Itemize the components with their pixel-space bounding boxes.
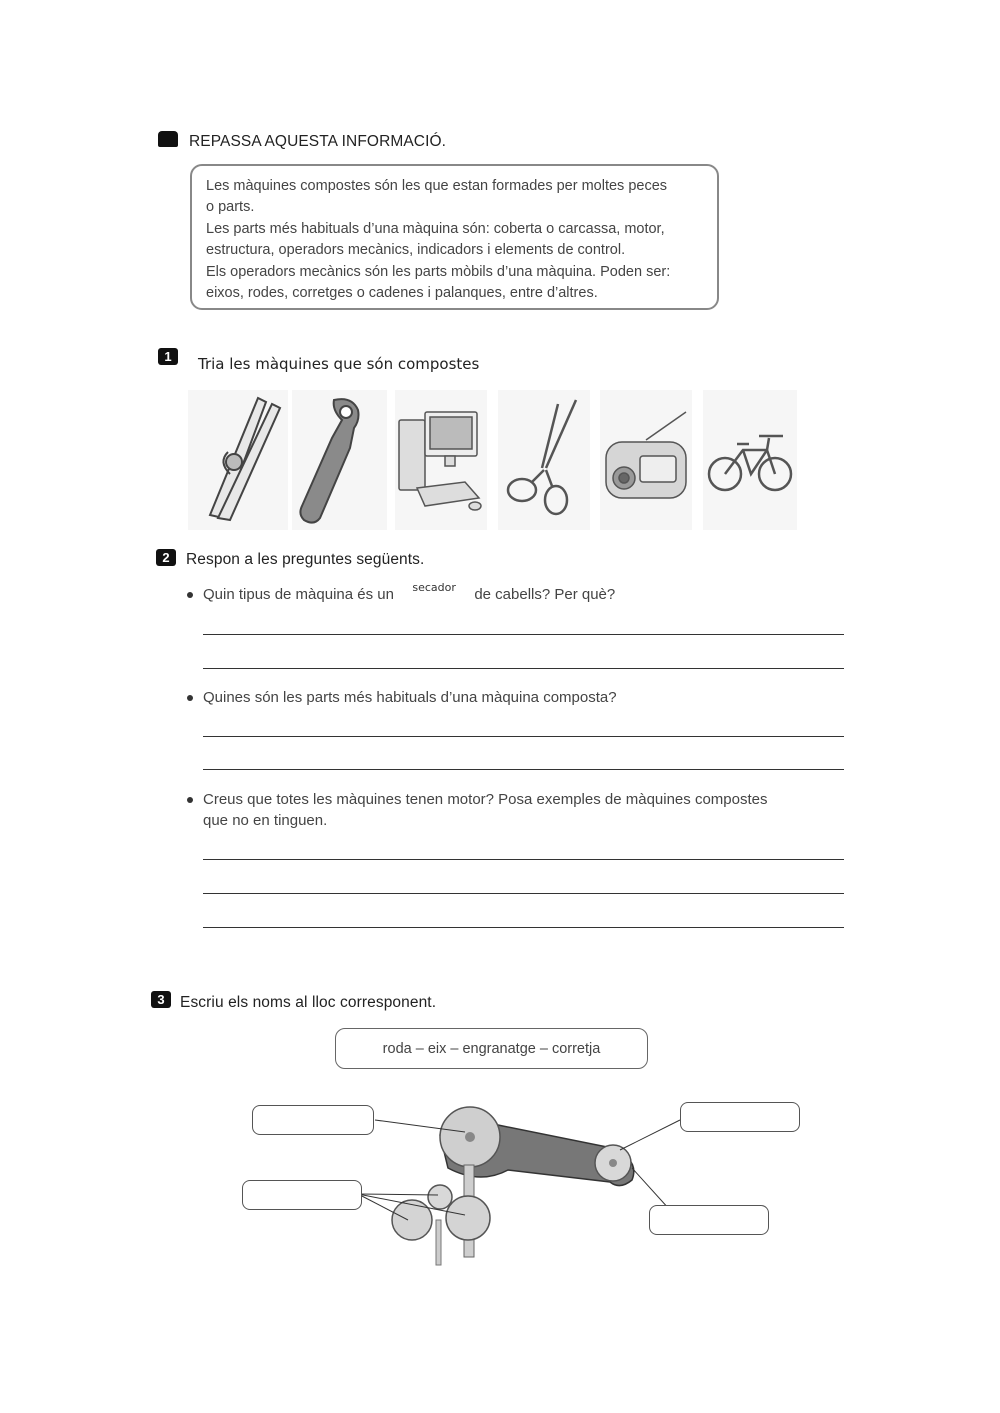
- question-2-text: Quines són les parts més habituals d’una màquina composta?: [203, 689, 617, 706]
- review-heading: REPASSA AQUESTA INFORMACIÓ.: [189, 133, 447, 150]
- bottle-opener-image[interactable]: [292, 390, 387, 530]
- scissors-icon: [498, 390, 590, 530]
- label-box-bottom-right[interactable]: [649, 1205, 769, 1235]
- question-1-after: de cabells? Per què?: [474, 586, 616, 603]
- bicycle-icon: [703, 390, 797, 530]
- answer-line[interactable]: [203, 769, 844, 770]
- bullet-icon: [187, 592, 193, 598]
- question-1-before: Quin tipus de màquina és un: [203, 586, 394, 603]
- info-text: Les màquines compostes són les que estan formades per moltes peces: [206, 178, 668, 194]
- gear-cluster-icon: [392, 1185, 490, 1265]
- answer-line[interactable]: [203, 893, 844, 894]
- exercise-number-badge: 2: [156, 549, 176, 566]
- info-text: estructura, operadors mecànics, indicadors i elements de control.: [206, 242, 626, 258]
- info-text: Les parts més habituals d’una màquina són: coberta o carcassa, motor,: [206, 221, 665, 237]
- radio-cassette-image[interactable]: [600, 390, 692, 530]
- secador-input[interactable]: [398, 581, 470, 594]
- bullet-icon: [187, 695, 193, 701]
- label-box-bottom-left[interactable]: [242, 1180, 362, 1210]
- scissors-image[interactable]: [498, 390, 590, 530]
- info-text: eixos, rodes, corretges o cadenes i palanques, entre d’altres.: [206, 285, 598, 301]
- info-text: Els operadors mecànics són les parts mòbils d’una màquina. Poden ser:: [206, 264, 671, 280]
- computer-image[interactable]: [395, 390, 487, 530]
- section-bullet-icon: [158, 131, 178, 147]
- bottle-opener-icon: [292, 390, 387, 530]
- label-box-top-right[interactable]: [680, 1102, 800, 1132]
- word-bank: roda – eix – engranatge – corretja: [335, 1028, 648, 1069]
- question-1-text: [203, 584, 615, 605]
- large-gear-icon: [440, 1107, 500, 1167]
- question-3-text: [203, 789, 767, 831]
- answer-line[interactable]: [203, 927, 844, 928]
- answer-line[interactable]: [203, 736, 844, 737]
- bullet-icon: [187, 797, 193, 803]
- exercise-number-badge: 3: [151, 991, 171, 1008]
- clothespin-icon: [188, 390, 288, 530]
- exercise-number-badge: 1: [158, 348, 178, 365]
- exercise3-heading: Escriu els noms al lloc corresponent.: [180, 994, 437, 1011]
- label-box-top-left[interactable]: [252, 1105, 374, 1135]
- answer-line[interactable]: [203, 859, 844, 860]
- bicycle-image[interactable]: [703, 390, 797, 530]
- question-3-line: que no en tinguen.: [203, 812, 328, 829]
- small-gear-icon: [595, 1145, 631, 1181]
- computer-icon: [395, 390, 487, 530]
- info-text: o parts.: [206, 199, 255, 215]
- clothespin-image[interactable]: [188, 390, 288, 530]
- info-box: [190, 164, 719, 310]
- radio-cassette-icon: [600, 390, 692, 530]
- exercise1-instruction: Tria les màquines que són compostes: [198, 355, 480, 373]
- answer-line[interactable]: [203, 634, 844, 635]
- question-3-line: Creus que totes les màquines tenen motor? Posa exemples de màquines compostes: [203, 791, 768, 808]
- answer-line[interactable]: [203, 668, 844, 669]
- exercise2-heading: Respon a les preguntes següents.: [186, 551, 425, 568]
